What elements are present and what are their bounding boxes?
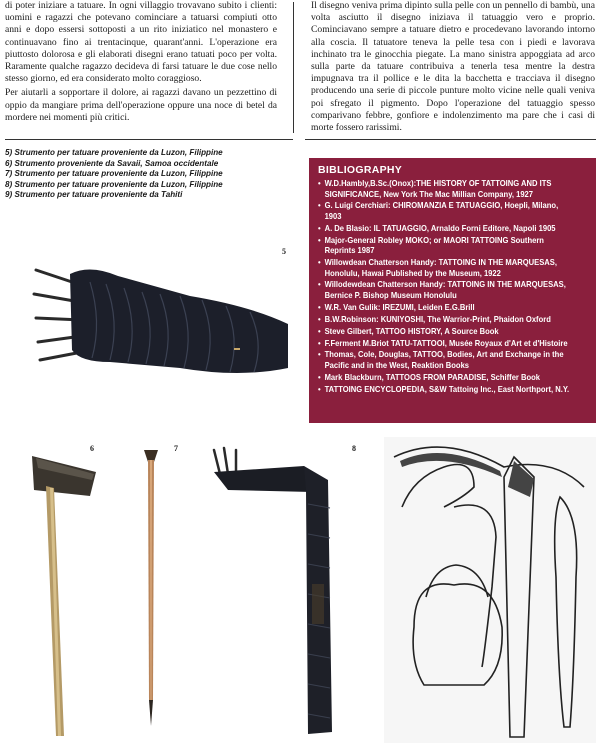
- bibliography-entry: • G. Luigi Cerchiari: CHIROMANZIA E TATUAGGIO, Hoepli, Milano, 1903: [318, 201, 574, 222]
- caption-item: 7) Strumento per tatuare proveniente da Luzon, Filippine: [5, 169, 223, 178]
- tattoo-tool-7-image: [136, 448, 166, 728]
- tattoo-tool-6-image: [26, 450, 102, 740]
- bibliography-entry: • Mark Blackburn, TATTOOS FROM PARADISE, Schiffer Book: [318, 373, 574, 384]
- paragraph: Per aiutarli a sopportare il dolore, ai ragazzi davano un pezzettino di oppio da mangiare prima dell'operazione oppure una noce di betel da mordere nei momenti più critici.: [5, 87, 277, 123]
- article-column-left: [5, 0, 277, 126]
- bibliography-title: BIBLIOGRAPHY: [318, 164, 403, 176]
- paragraph: Il disegno veniva prima dipinto sulla pelle con un pennello di bambù, una volta asciutto il disegno iniziava il tatuaggio vero e proprio. Cominciavano sempre a tatuare dietro e procedevano lavorando intorno alla coscia. Il tatuatore teneva la pelle tesa con i piedi e lavorava inchinato tra le ginocchia piegate. La mano sinistra appoggiata ad arco sulla parte da tatuare contribuiva a tenerla tesa mentre la destra impugnava tra il pollice e le dita la bacchetta e tracciava il disegno producendo una serie di piccole punture molto vicine nelle quali veniva poi sfregato il pigmento. Dopo l'operazione del tatuaggio spesso comparivano febbre, gonfiore e indolenzimento ma pare che i casi di morte fossero rarissimi.: [311, 0, 595, 134]
- bibliography-entry: • B.W.Robinson: KUNIYOSHI, The Warrior-Print, Phaidon Oxford: [318, 315, 574, 326]
- figure-captions: [5, 148, 305, 201]
- bibliography-entry: • Thomas, Cole, Douglas, TATTOO, Bodies, Art and Exchange in the Pacific and in the West, Reaktion Books: [318, 350, 574, 371]
- tattoo-tool-9-image: [384, 437, 596, 743]
- bibliography-entry: • W.R. Van Gulik: IREZUMI, Leiden E.G.Brill: [318, 303, 574, 314]
- caption-item: 5) Strumento per tatuare proveniente da Luzon, Filippine: [5, 148, 223, 157]
- paragraph: di poter iniziare a tatuare. In ogni villaggio trovavano subito i clienti: uomini e ragazzi che potevano cominciare a tatuarsi compiuti otto anni e dopo essersi sottoposti a un rito iniziatico nel monastero e continuavano fino ai trentacinque, quarant'anni. L'operazione era piuttosto dolorosa e gli elaborati disegni erano tatuati poco per volta. Raramente qualche ragazzo decideva di farsi tatuare le due cose nello stesso giorno, ed era considerato molto coraggioso.: [5, 0, 277, 85]
- figure-number-7: 7: [174, 444, 178, 453]
- bibliography-entry: • Steve Gilbert, TATTOO HISTORY, A Source Book: [318, 327, 574, 338]
- tattoo-tool-8-image: [208, 444, 348, 740]
- bibliography-entry: • Major-General Robley MOKO; or MAORI TATTOING Southern Reprints 1987: [318, 236, 574, 257]
- caption-item: 6) Strumento proveniente da Savaii, Samoa occidentale: [5, 158, 219, 168]
- figure-number-6: 6: [90, 444, 94, 453]
- article-column-right: [311, 0, 595, 136]
- bibliography-list: [318, 179, 590, 395]
- bibliography-entry: • Willodewdean Chatterson Handy: TATTOING IN THE MARQUESAS, Bernice P. Bishop Museum Honolulu: [318, 280, 574, 301]
- bibliography-entry: • TATTOING ENCYCLOPEDIA, S&W Tattoing Inc., East Northport, N.Y.: [318, 385, 574, 396]
- bibliography-box: [309, 158, 596, 423]
- section-divider-right: [305, 139, 596, 140]
- caption-item: 8) Strumento per tatuare proveniente da Luzon, Filippine: [5, 179, 223, 189]
- figure-number-5: 5: [282, 247, 286, 256]
- caption-item: 9) Strumento per tatuare proveniente da Tahiti: [5, 190, 183, 199]
- figure-number-8: 8: [352, 444, 356, 453]
- column-divider: [293, 2, 294, 133]
- tattoo-tool-5-image: [30, 262, 292, 390]
- bibliography-entry: • W.D.Hambly,B.Sc.(Onox):THE HISTORY OF TATTOING AND ITS SIGNIFICANCE, New York The Mac Millian Company, 1927: [318, 179, 574, 200]
- bibliography-entry: • F.Ferment M.Briot TATU-TATTOOI, Musée Royaux d'Art et d'Histoire: [318, 339, 574, 350]
- bibliography-entry: • A. De Blasio: IL TATUAGGIO, Arnaldo Forni Editore, Napoli 1905: [318, 224, 574, 235]
- bibliography-entry: • Willowdean Chatterson Handy: TATTOING IN THE MARQUESAS, Honolulu, Hawai Published by the Museum, 1922: [318, 258, 574, 279]
- section-divider-left: [5, 139, 293, 140]
